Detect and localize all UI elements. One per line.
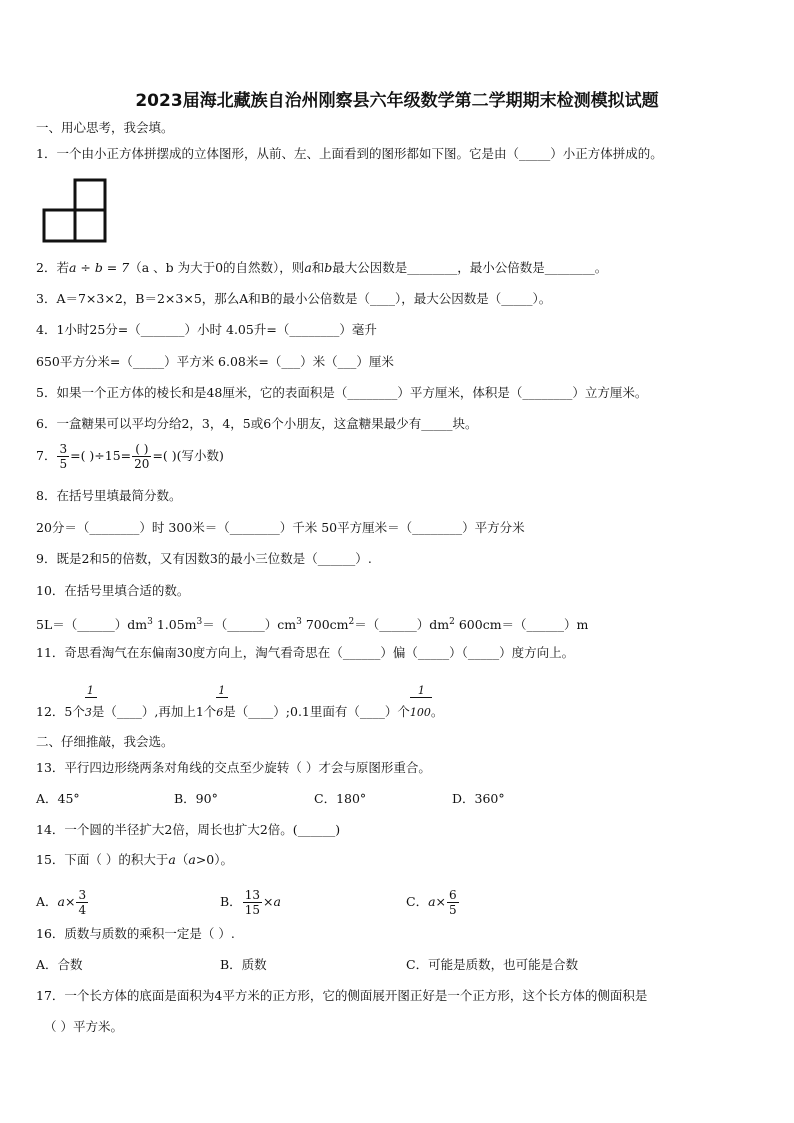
question-13: 13．平行四边形绕两条对角线的交点至少旋转（ ）才会与原图形重合。 — [36, 760, 431, 775]
section-heading-1: 一、用心思考，我会填。 — [36, 120, 174, 135]
fraction: $\frac{( )}{20}$ — [134, 442, 150, 471]
fraction: $\frac{6}{5}$ — [449, 888, 457, 917]
fraction: $\frac{1}{6}$ — [216, 705, 223, 721]
question-15-options — [36, 882, 736, 916]
question-10-items: $5L=(\_\_\_\_\_\_)dm^3$ $1.05m^3=(\_\_\_\_\_\_)cm^3$ $700cm^2=(\_\_\_\_\_\_)dm^2$ 600cm＝（______）m — [36, 617, 589, 633]
question-6: 6．一盒糖果可以平均分给2，3，4，5或6个小朋友，这盒糖果最少有_____块。 — [36, 416, 478, 431]
question-2: 2．若a ÷ b = 7（a 、b 为大于0的自然数），则a和b最大公因数是________，最小公倍数是________。 — [36, 260, 608, 275]
option-c: C．可能是质数，也可能是合数 — [406, 957, 579, 972]
question-11: 11．奇思看淘气在东偏南30度方向上，淘气看奇思在（______）偏（_____）（_____）度方向上。 — [36, 645, 575, 660]
question-7: 7． $\frac{3}{5}$ =( )÷15= $\frac{( )}{20}$ =( )(写小数) — [36, 442, 224, 471]
three-view-figure — [40, 178, 108, 244]
option-a: A．45° — [36, 791, 80, 806]
option-b: B．90° — [174, 791, 218, 806]
question-5: 5．如果一个正方体的棱长和是48厘米，它的表面积是（________）平方厘米，体积是（________）立方厘米。 — [36, 385, 648, 400]
question-8-items: 20分＝（________）时 300米＝（________）千米 50平方厘米＝（________）平方分米 — [36, 520, 525, 535]
question-8: 8．在括号里填最简分数。 — [36, 488, 182, 503]
question-16: 16．质数与质数的乘积一定是（ ）. — [36, 926, 235, 941]
option-c: C．180° — [314, 791, 367, 806]
fraction: $\frac{3}{5}$ — [59, 442, 68, 471]
question-14: 14．一个圆的半径扩大2倍，周长也扩大2倍。(______) — [36, 822, 341, 837]
question-9: 9．既是2和5的倍数，又有因数3的最小三位数是（______）. — [36, 551, 372, 566]
question-10: 10．在括号里填合适的数。 — [36, 583, 190, 598]
option-c: C．a× $\frac{6}{5}$ — [406, 888, 457, 917]
option-b: B． $\frac{13}{15}$ ×a — [220, 888, 281, 917]
page-title: 2023届海北藏族自治州刚察县六年级数学第二学期期末检测模拟试题 — [135, 91, 659, 111]
section-heading-2: 二、仔细推敲，我会选。 — [36, 734, 174, 749]
question-1: 1．一个由小正方体拼摆成的立体图形，从前、左、上面看到的图形都如下图。它是由（_____）小正方体拼成的。 — [36, 146, 663, 161]
fraction: $\frac{3}{4}$ — [78, 888, 87, 917]
fraction: $\frac{13}{15}$ — [244, 888, 260, 917]
question-12: 12．5个 $\frac{1}{3}$是（____）,再加上1个 $\frac{1}{6}$是（____）;0.1里面有（____）个 $\frac{1}{100}$。 — [36, 684, 444, 719]
option-d: D．360° — [452, 791, 505, 806]
question-3: 3．A＝7×3×2，B＝2×3×5，那么A和B的最小公倍数是（____），最大公因数是（_____）。 — [36, 291, 552, 306]
question-4-part-2: 650平方分米=（_____）平方米 6.08米=（___）米（___）厘米 — [36, 354, 394, 369]
question-17-continued: （ ）平方米。 — [44, 1019, 123, 1034]
option-a: A．合数 — [36, 957, 83, 972]
fraction: $\frac{1}{3}$ — [85, 705, 92, 721]
option-b: B．质数 — [220, 957, 267, 972]
option-a: A．a× $\frac{3}{4}$ — [36, 888, 87, 917]
question-4-part-1: 4．1小时25分=（_______）小时 4.05升=（________）毫升 — [36, 322, 377, 337]
question-17: 17．一个长方体的底面是面积为4平方米的正方形，它的侧面展开图正好是一个正方形，这个长方体的侧面积是 — [36, 988, 648, 1003]
question-15: 15．下面（ ）的积大于a（a>0）。 — [36, 852, 233, 867]
fraction: $\frac{1}{100}$ — [409, 684, 431, 719]
